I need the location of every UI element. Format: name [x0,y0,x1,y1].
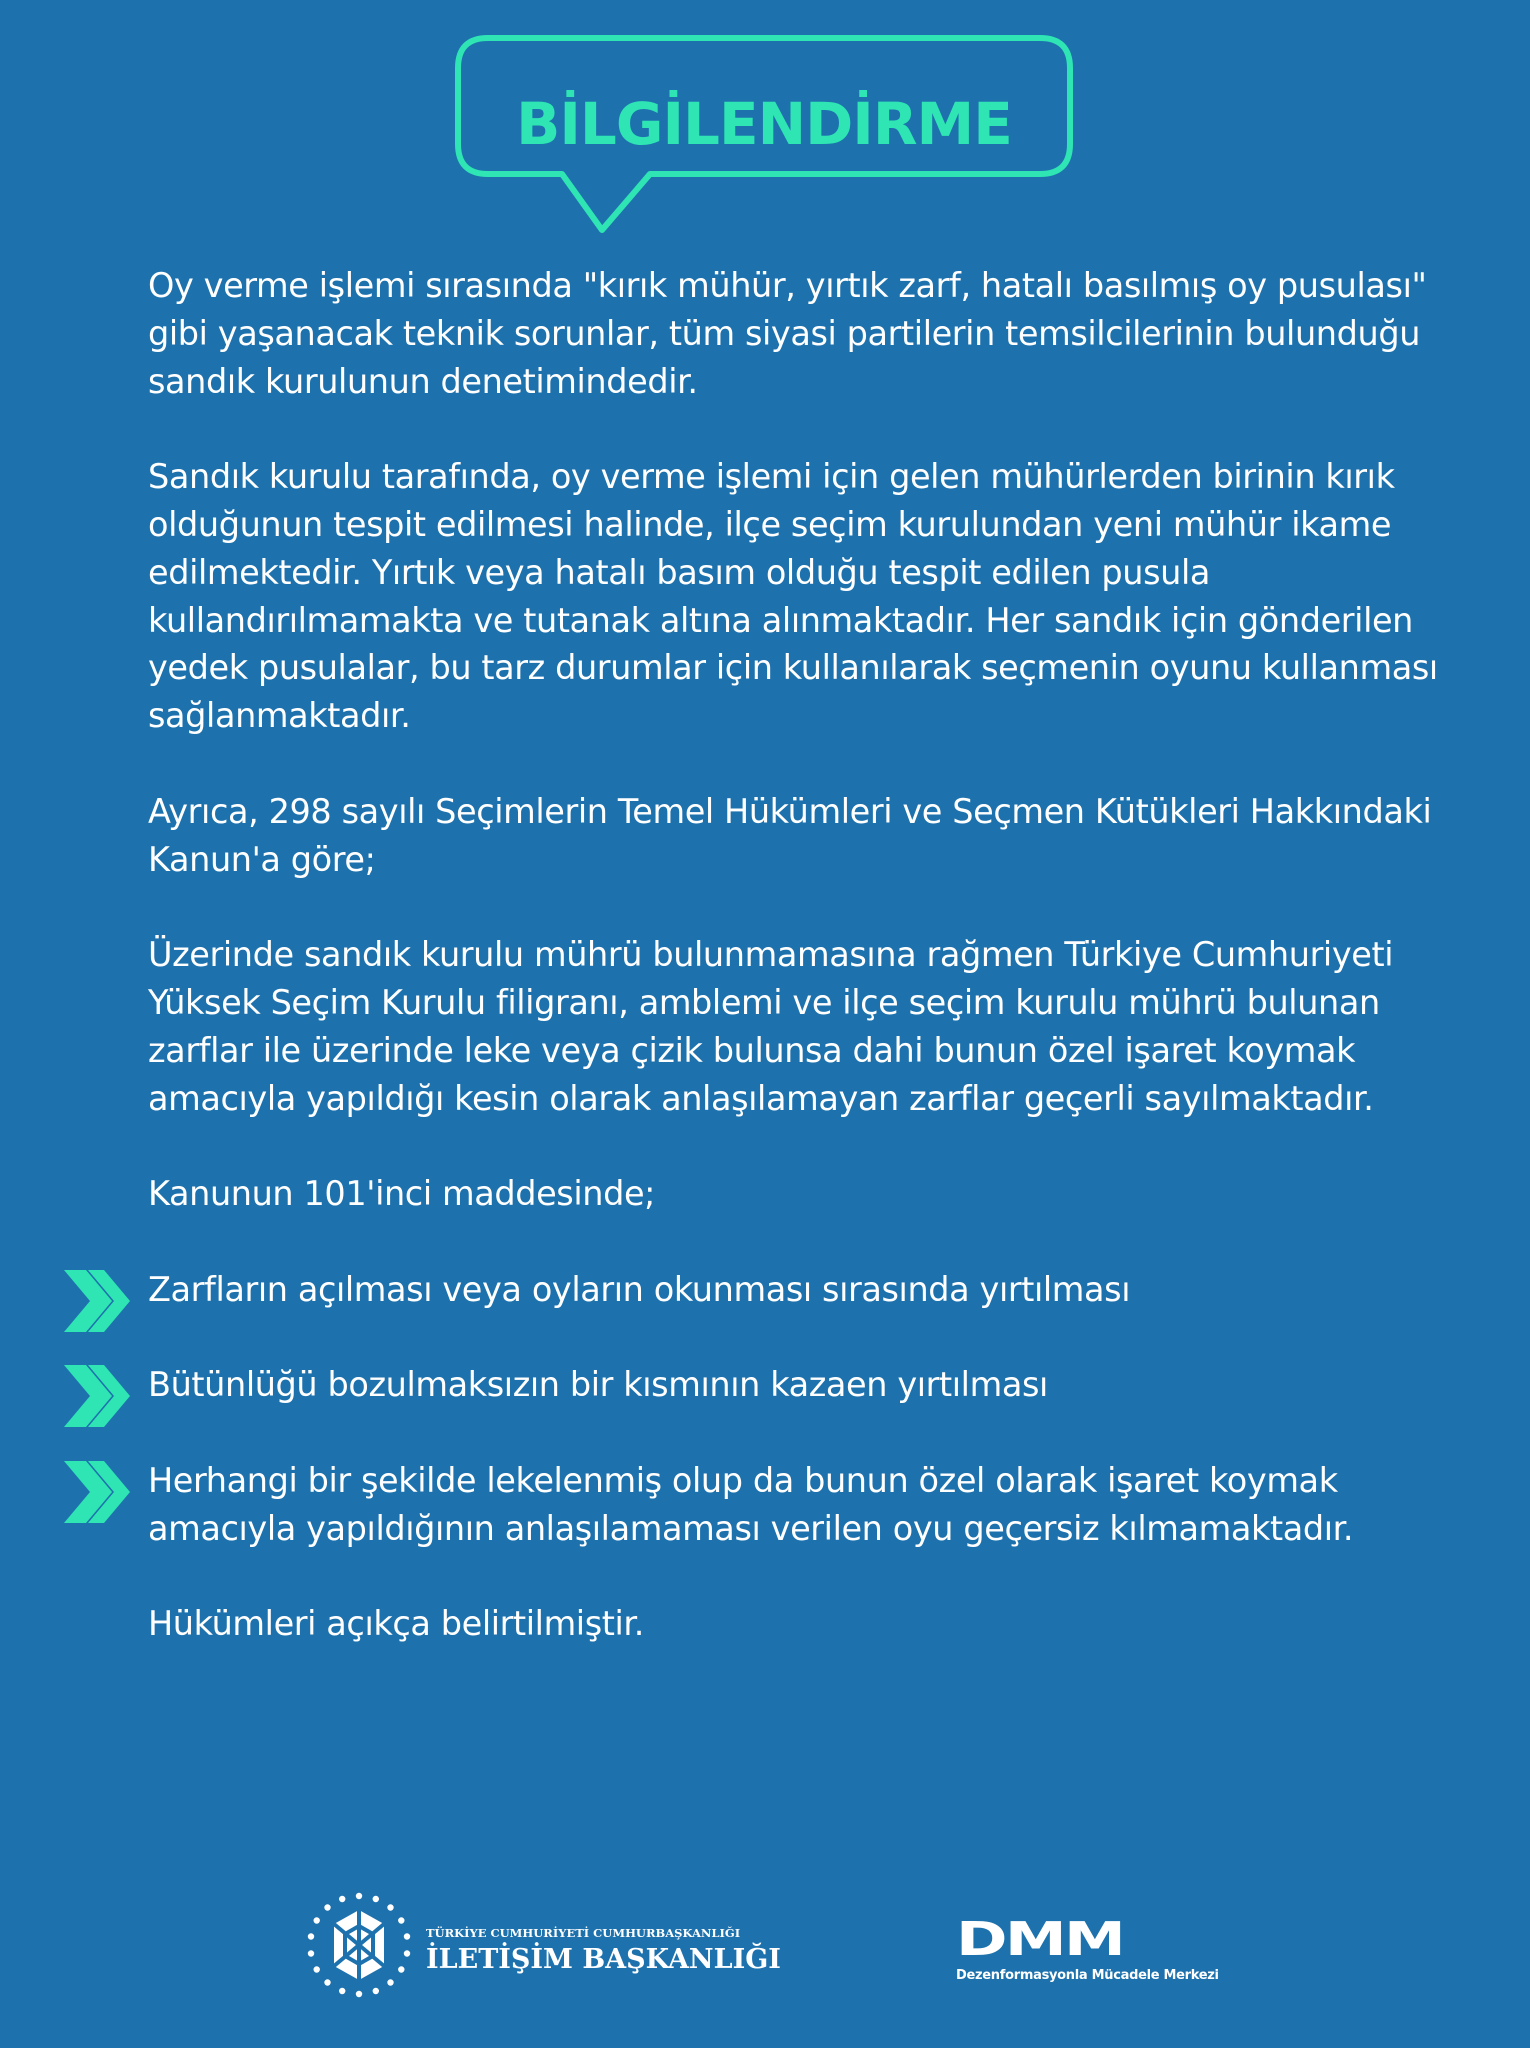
bullet-text: Bütünlüğü bozulmaksızın bir kısmının kazaen yırtılması [148,1365,1048,1405]
paragraph-4: Üzerinde sandık kurulu mührü bulunmamasına rağmen Türkiye Cumhuriyeti Yüksek Seçim Kurulu filigranı, amblemi ve ilçe seçim kurulu mührü bulunan zarflar ile üzerinde leke veya çizik bulunsa dahi bunun özel işaret koymak amacıyla yapıldığı kesin olarak anlaşılamayan zarflar geçerli sayılmaktadır. [148,935,1394,1118]
iletisim-baskanligi-logo [304,1890,784,2000]
bullet-item-2 [148,1361,1483,1409]
dmm-logo [954,1912,1244,1996]
double-chevron-icon [60,1266,130,1336]
paragraph-2: Sandık kurulu tarafında, oy verme işlemi için gelen mühürlerden birinin kırık olduğunun tespit edilmesi halinde, ilçe seçim kurulundan yeni mühür ikame edilmektedir. Yırtık veya hatalı basım olduğu tespit edilen pusula kullandırılmamakta ve tutanak altına alınmaktadır. Her sandık için gönderilen yedek pusulalar, bu tarz durumlar için kullanılarak seçmenin oyunu kullanması sağlanmaktadır. [148,457,1438,736]
bullet-text: Herhangi bir şekilde lekelenmiş olup da bunun özel olarak işaret koymak amacıyla yapıldığının anlaşılamaması verilen oyu geçersiz kılmamaktadır. [148,1460,1354,1548]
bullet-item-3 [148,1457,1483,1553]
paragraph-1: Oy verme işlemi sırasında "kırık mühür, yırtık zarf, hatalı basılmış oy pusulası" gibi yaşanacak teknik sorunlar, tüm siyasi partilerin temsilcilerinin bulunduğu sandık kurulunun denetimindedir. [148,266,1427,401]
bullet-text: Zarfların açılması veya oyların okunması sırasında yırtılması [148,1269,1131,1309]
double-chevron-icon [60,1457,130,1527]
closing-paragraph: Hükümleri açıkça belirtilmiştir. [148,1604,644,1644]
paragraph-5: Kanunun 101'inci maddesinde; [148,1174,656,1214]
footer [0,1880,1530,2020]
main-content [148,262,1483,1696]
dmm-logo-text: DMM [956,1912,1124,1966]
bullet-item-1 [148,1266,1483,1314]
double-chevron-icon [60,1361,130,1431]
page-title: BİLGİLENDİRME [516,90,1012,158]
paragraph-3: Ayrıca, 298 sayılı Seçimlerin Temel Hükümleri ve Seçmen Kütükleri Hakkındaki Kanun'a göre; [148,791,1432,879]
iletisim-big-text: İLETİŞİM BAŞKANLIĞI [426,1944,781,1975]
star-emblem-icon [304,1890,414,2000]
iletisim-small-text: TÜRKİYE CUMHURİYETİ CUMHURBAŞKANLIĞI [426,1926,741,1940]
dmm-subtitle: Dezenformasyonla Mücadele Merkezi [956,1968,1219,1983]
header-speech-bubble [452,34,1076,244]
